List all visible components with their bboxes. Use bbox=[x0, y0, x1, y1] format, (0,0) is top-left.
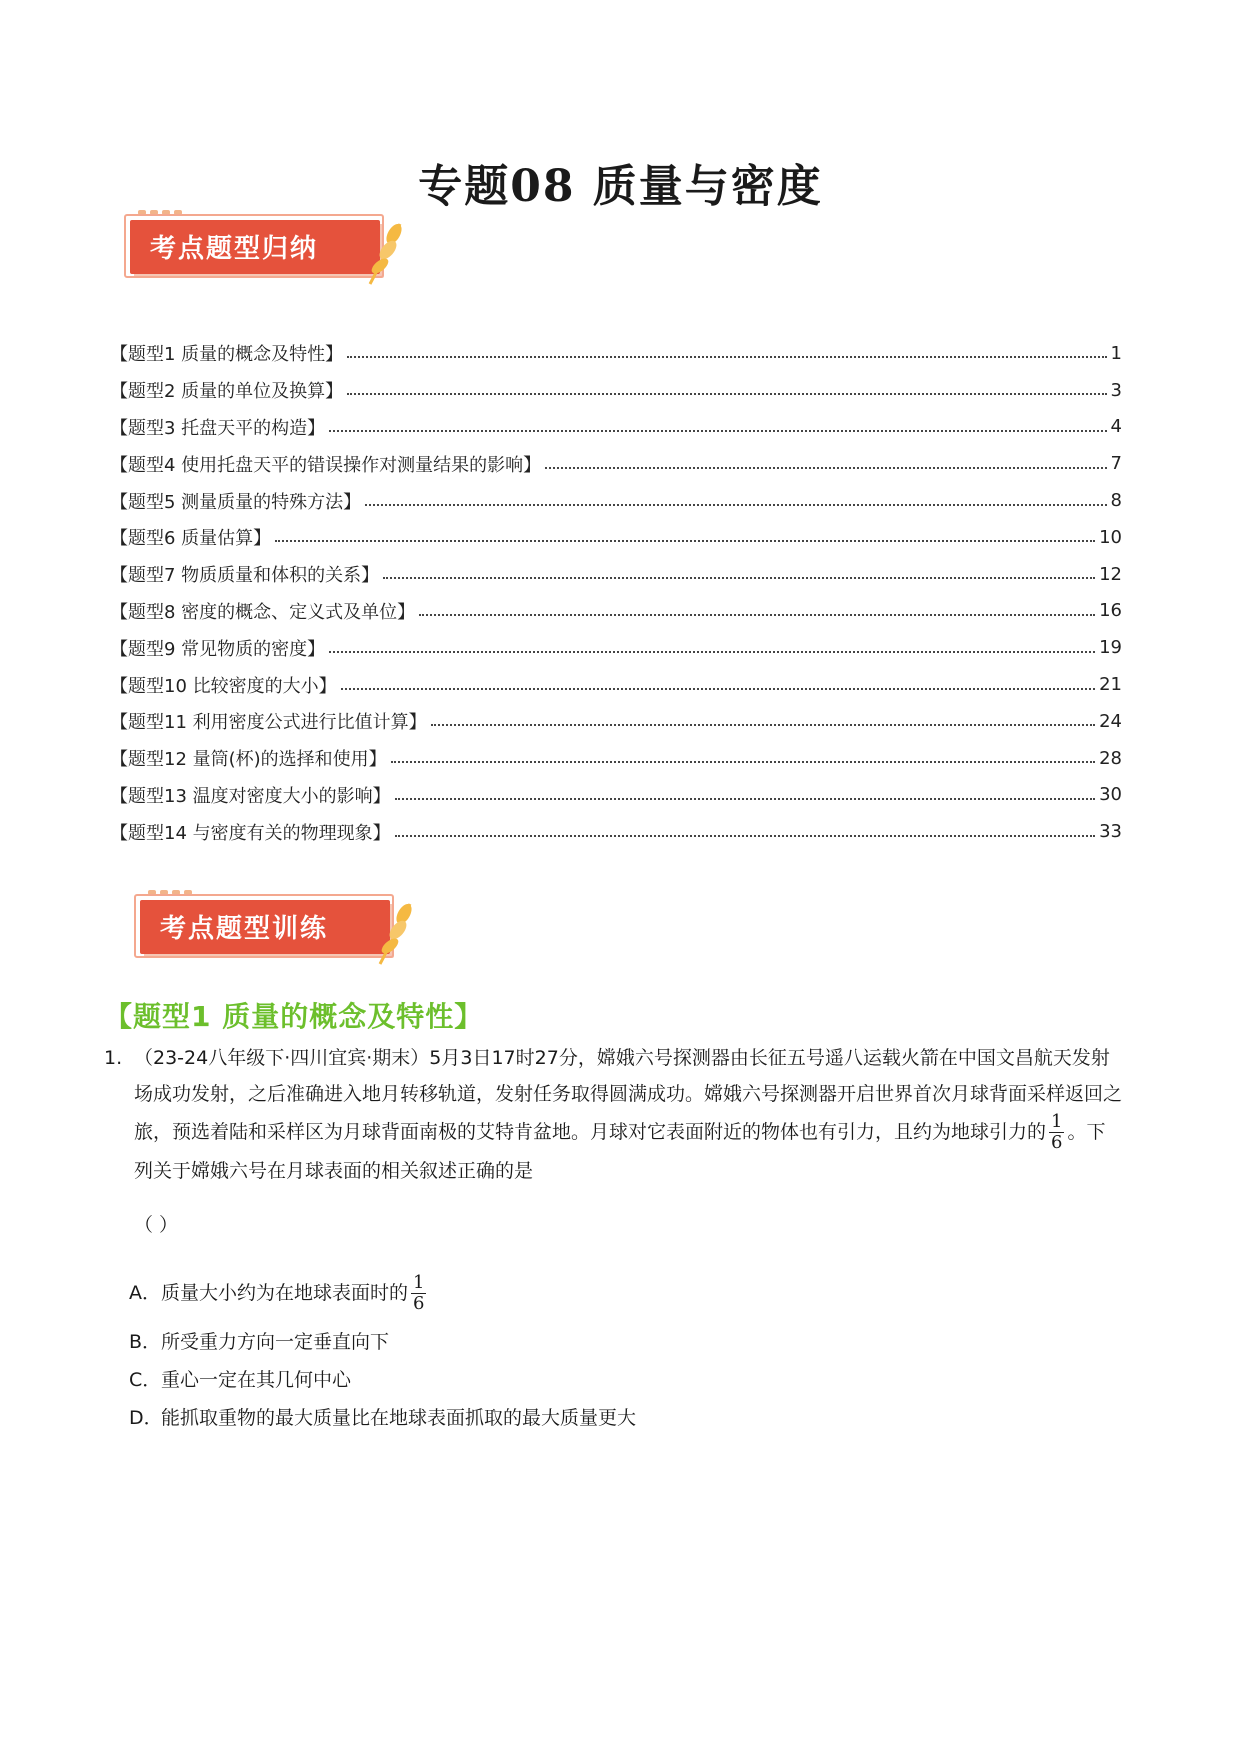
question-number: 1. bbox=[104, 1047, 123, 1069]
toc-entry[interactable]: 【题型13 温度对密度大小的影响】 30 bbox=[110, 784, 1122, 807]
toc-entry[interactable]: 【题型12 量筒(杯)的选择和使用】 28 bbox=[110, 747, 1122, 771]
toc-entry[interactable]: 【题型11 利用密度公式进行比值计算】 24 bbox=[110, 710, 1122, 734]
option-c[interactable]: C． 重心一定在其几何中心 bbox=[129, 1369, 352, 1391]
toc-entry[interactable]: 【题型6 质量估算】 10 bbox=[110, 526, 1122, 550]
question-block bbox=[104, 1040, 1124, 1437]
toc-entry[interactable]: 【题型1 质量的概念及特性】 1 bbox=[110, 342, 1122, 366]
toc-entry[interactable]: 【题型7 物质质量和体积的关系】 12 bbox=[110, 563, 1122, 587]
toc-entry[interactable]: 【题型10 比较密度的大小】 21 bbox=[110, 674, 1122, 697]
option-list bbox=[129, 1263, 1124, 1437]
table-of-contents bbox=[110, 335, 1122, 850]
toc-entry[interactable]: 【题型8 密度的概念、定义式及单位】 16 bbox=[110, 600, 1122, 623]
toc-entry[interactable]: 【题型5 测量质量的特殊方法】 8 bbox=[110, 490, 1122, 513]
answer-blank: （ ） bbox=[134, 1214, 179, 1236]
training-banner bbox=[130, 890, 430, 970]
wheat-leaf-icon bbox=[360, 216, 410, 286]
toc-entry[interactable]: 【题型2 质量的单位及换算】 3 bbox=[110, 379, 1122, 403]
question-text: （23-24八年级下·四川宜宾·期末）5月3日17时27分，嫦娥六号探测器由长征五号遥八运载火箭在中国文昌航天发射场成功发射，之后准确进入地月转移轨道，发射任务取得圆满成功。嫦娥六号探测器开启世界首次月球背面采样返回之旅，预选着陆和采样区为月球背面南极的艾特肯盆地。月球对它表面附近的物体也有引力，且约为地球引力的 $\frac{1}{6}$ 。下列关于嫦娥六号在月球表面的相关叙述正确的是 bbox=[134, 1047, 1123, 1182]
option-b[interactable]: B． 所受重力方向一定垂直向下 bbox=[129, 1331, 390, 1353]
toc-entry[interactable]: 【题型9 常见物质的密度】 19 bbox=[110, 637, 1122, 660]
option-a[interactable]: A． 质量大小约为在地球表面时的 $\frac{1}{6}$ bbox=[129, 1271, 425, 1314]
page-title: 专题08 质量与密度 bbox=[418, 161, 823, 212]
summary-banner bbox=[120, 210, 420, 290]
summary-banner-label: 考点题型归纳 bbox=[150, 234, 319, 264]
toc-entry[interactable]: 【题型3 托盘天平的构造】 4 bbox=[110, 416, 1122, 439]
toc-entry[interactable]: 【题型14 与密度有关的物理现象】 33 bbox=[110, 821, 1122, 844]
wheat-leaf-icon bbox=[370, 896, 420, 966]
fraction: $\frac{1}{6}$ bbox=[413, 1271, 425, 1314]
section-heading: 【题型1 质量的概念及特性】 bbox=[104, 1000, 484, 1033]
option-d[interactable]: D． 能抓取重物的最大质量比在地球表面抓取的最大质量更大 bbox=[129, 1407, 637, 1429]
training-banner-label: 考点题型训练 bbox=[160, 914, 329, 944]
fraction: $\frac{1}{6}$ bbox=[1051, 1111, 1063, 1153]
toc-entry[interactable]: 【题型4 使用托盘天平的错误操作对测量结果的影响】 7 bbox=[110, 453, 1122, 476]
